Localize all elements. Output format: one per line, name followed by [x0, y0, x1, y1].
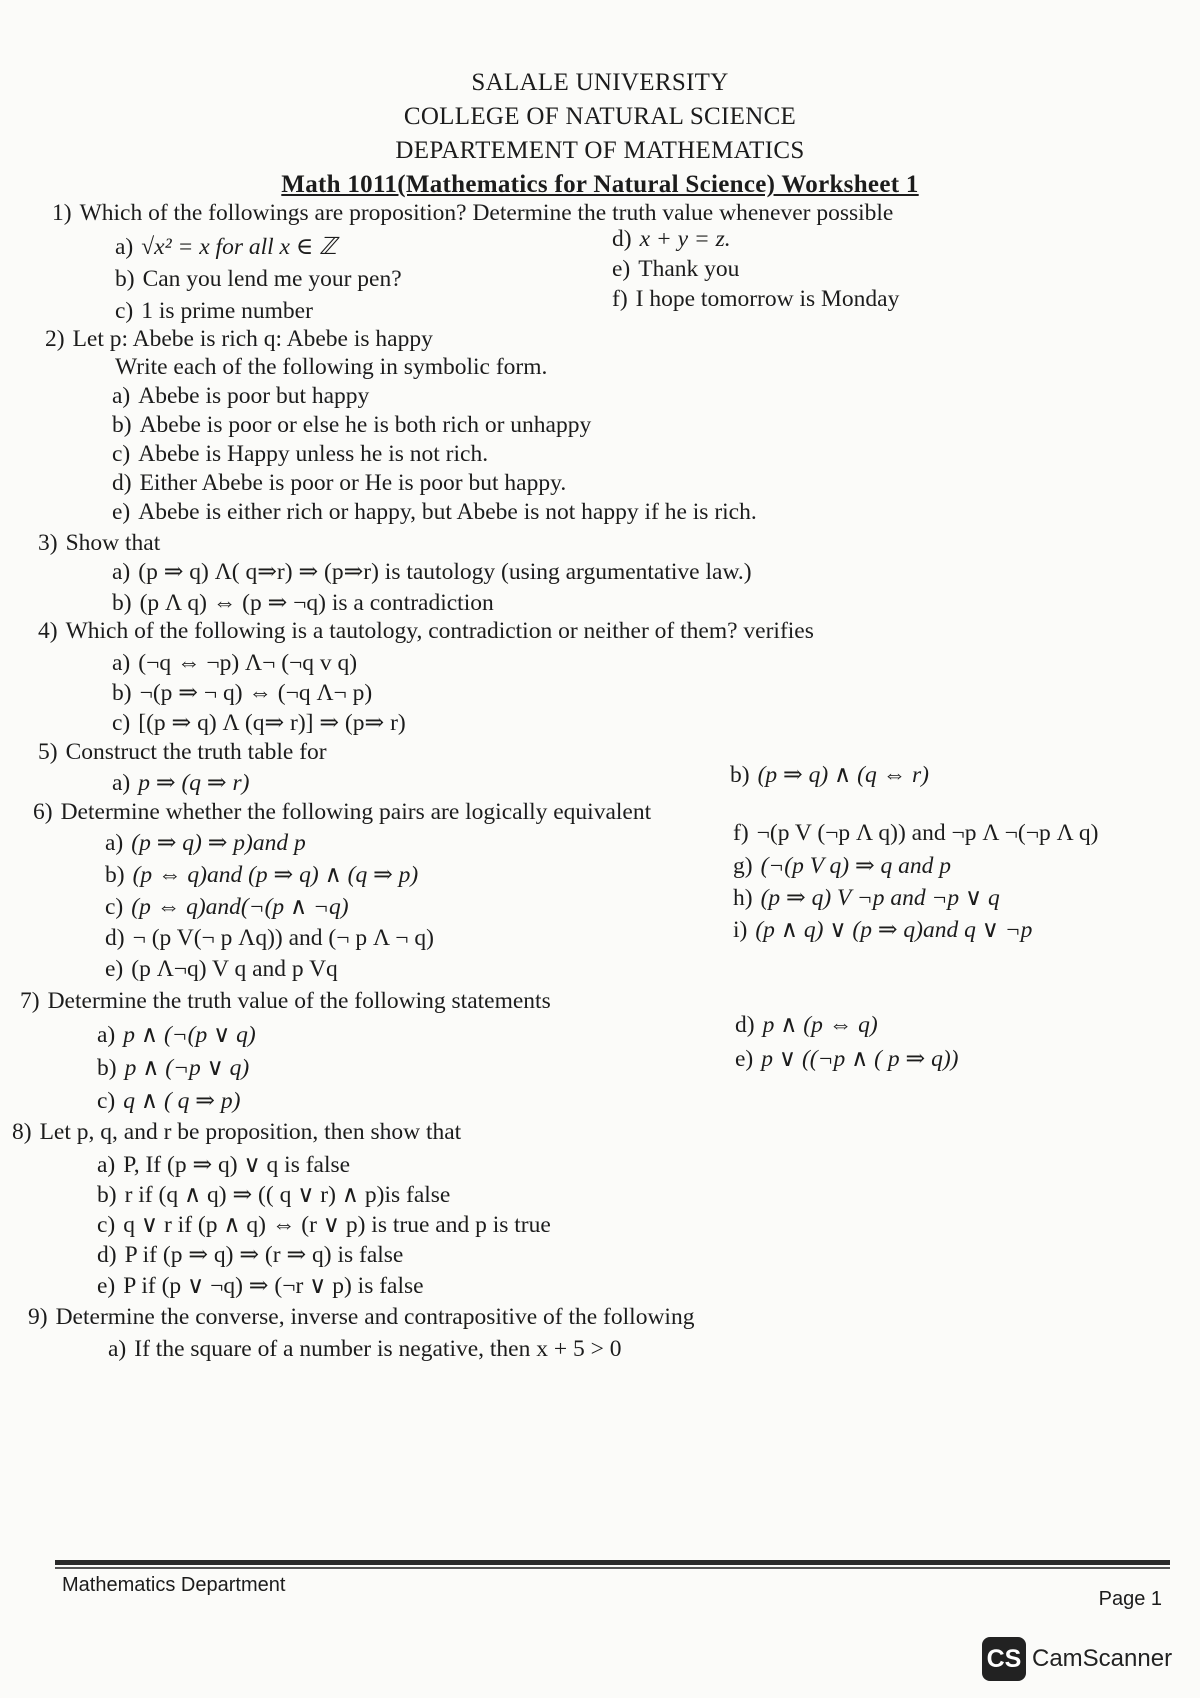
q7-item-c — [97, 1086, 240, 1116]
item-text: r if (q ∧ q) ⇒ (( q ∨ r) ∧ p)is false — [124, 1182, 451, 1208]
item-text: √x² = x for all x ∈ ℤ — [141, 234, 337, 260]
q9-item-a — [108, 1334, 622, 1364]
q6-item-i — [733, 915, 1032, 945]
item-label: c) — [115, 298, 134, 324]
item-text: p ∧ (p ⇔ q) — [762, 1012, 878, 1038]
item-text: (p Λ¬q) V q and p Vq — [131, 956, 338, 982]
item-text: P if (p ⇒ q) ⇒ (r ⇒ q) is false — [124, 1242, 404, 1268]
q1-item-b — [115, 264, 402, 294]
item-label: e) — [612, 256, 631, 282]
question-number: 3) — [38, 530, 58, 556]
item-label: b) — [115, 266, 135, 292]
item-label: d) — [112, 470, 132, 496]
q1-item-e — [612, 254, 739, 284]
question-number: 4) — [38, 618, 58, 644]
item-text: I hope tomorrow is Monday — [635, 286, 900, 312]
q8-item-c — [97, 1210, 551, 1240]
q6-item-h — [733, 883, 1000, 913]
q7-item-b — [97, 1053, 249, 1083]
q2-item-a — [112, 381, 369, 411]
question-number: 8) — [12, 1119, 32, 1145]
item-text: ¬ (p V(¬ p Λq)) and (¬ p Λ ¬ q) — [132, 925, 434, 951]
item-label: c) — [112, 441, 131, 467]
item-label: c) — [112, 710, 131, 736]
q6-item-g — [733, 851, 951, 881]
q6-item-e — [105, 954, 338, 984]
q3-item-a — [112, 557, 752, 587]
q2-subtitle: Write each of the following in symbolic form. — [115, 354, 548, 380]
item-text: (p ⇒ q) Λ( q⇒r) ⇒ (p⇒r) is tautology (using argumentative law.) — [138, 559, 752, 585]
department-name: DEPARTEMENT OF MATHEMATICS — [395, 137, 805, 164]
item-text: Abebe is either rich or happy, but Abebe is not happy if he is rich. — [138, 499, 757, 525]
q1-item-c — [115, 296, 313, 326]
q7-item-a — [97, 1020, 256, 1050]
question-number: 2) — [45, 326, 65, 352]
q6-item-a — [105, 828, 306, 858]
item-text: [(p ⇒ q) Λ (q⇒ r)] ⇒ (p⇒ r) — [138, 710, 406, 736]
item-label: a) — [108, 1336, 127, 1362]
item-label: e) — [735, 1046, 754, 1072]
q6-item-f — [733, 818, 1098, 848]
question-number: 9) — [28, 1304, 48, 1330]
item-label: a) — [115, 234, 134, 260]
q5-item-b — [730, 760, 929, 790]
item-label: b) — [97, 1182, 117, 1208]
item-label: c) — [105, 894, 124, 920]
q7-item-e — [735, 1044, 958, 1074]
q4-item-b — [112, 678, 372, 708]
document-header — [0, 66, 1200, 202]
item-label: a) — [97, 1022, 116, 1048]
camscanner-label: CamScanner — [1032, 1645, 1173, 1672]
item-label: c) — [97, 1212, 116, 1238]
q2-item-d — [112, 468, 566, 498]
item-text: q ∨ r if (p ∧ q) ⇔ (r ∨ p) is true and p is true — [123, 1212, 551, 1238]
item-label: a) — [97, 1152, 116, 1178]
q1-item-a — [115, 232, 337, 262]
item-label: b) — [97, 1055, 117, 1081]
item-label: g) — [733, 853, 753, 879]
q6-item-b — [105, 860, 418, 890]
q8-item-b — [97, 1180, 450, 1210]
q2-item-c — [112, 439, 488, 469]
question-6 — [33, 797, 651, 827]
question-1 — [52, 198, 893, 228]
item-text: (p Λ q) ⇔ (p ⇒ ¬q) is a contradiction — [139, 590, 494, 616]
item-text: P if (p ∨ ¬q) ⇒ (¬r ∨ p) is false — [123, 1273, 424, 1299]
item-label: a) — [112, 650, 131, 676]
question-4 — [38, 616, 814, 646]
footer-department: Mathematics Department — [62, 1574, 286, 1596]
item-label: a) — [105, 830, 124, 856]
question-3 — [38, 528, 160, 558]
q1-item-d — [612, 224, 731, 254]
item-text: Can you lend me your pen? — [142, 266, 402, 292]
item-label: d) — [735, 1012, 755, 1038]
question-2 — [45, 324, 433, 354]
item-label: b) — [112, 590, 132, 616]
q2-item-e — [112, 497, 757, 527]
item-text: Either Abebe is poor or He is poor but happy. — [139, 470, 567, 496]
q7-item-d — [735, 1010, 878, 1040]
question-text: Determine whether the following pairs are logically equivalent — [60, 799, 652, 825]
question-number: 1) — [52, 200, 72, 226]
item-label: a) — [112, 383, 131, 409]
item-label: e) — [97, 1273, 116, 1299]
university-name: SALALE UNIVERSITY — [471, 69, 729, 96]
question-number: 5) — [38, 739, 58, 765]
item-label: d) — [105, 925, 125, 951]
item-text: Abebe is poor or else he is both rich or unhappy — [139, 412, 592, 438]
q4-item-c — [112, 708, 406, 738]
item-label: d) — [612, 226, 632, 252]
item-text: (p ⇔ q)and(¬(p ∧ ¬q) — [131, 894, 349, 920]
question-5 — [38, 737, 327, 767]
question-text: Construct the truth table for — [65, 739, 327, 765]
item-label: b) — [105, 862, 125, 888]
item-text: 1 is prime number — [141, 298, 313, 324]
worksheet-title: Math 1011(Mathematics for Natural Science) Worksheet 1 — [281, 171, 919, 198]
item-text: (p ⇒ q) ∧ (q ⇔ r) — [757, 762, 929, 788]
question-9 — [28, 1302, 694, 1332]
item-label: h) — [733, 885, 753, 911]
question-text: Determine the truth value of the following statements — [47, 988, 551, 1014]
footer-page-number: Page 1 — [1098, 1588, 1162, 1610]
question-text: Let p: Abebe is rich q: Abebe is happy — [72, 326, 433, 352]
item-text: Abebe is poor but happy — [138, 383, 370, 409]
item-label: e) — [112, 499, 131, 525]
question-text: Show that — [65, 530, 161, 556]
q8-item-e — [97, 1271, 424, 1301]
item-text: q ∧ ( q ⇒ p) — [123, 1088, 241, 1114]
footer-divider — [55, 1560, 1170, 1565]
item-text: Thank you — [638, 256, 740, 282]
item-text: p ∧ (¬(p ∨ q) — [123, 1022, 256, 1048]
q2-item-b — [112, 410, 591, 440]
footer-divider-thin — [55, 1567, 1170, 1569]
question-number: 6) — [33, 799, 53, 825]
item-label: d) — [97, 1242, 117, 1268]
item-label: f) — [733, 820, 749, 846]
item-text: (¬q ⇔ ¬p) Λ¬ (¬q v q) — [138, 650, 358, 676]
question-text: Which of the followings are proposition? Determine the truth value whenever possible — [79, 200, 894, 226]
item-text: p ∧ (¬p ∨ q) — [124, 1055, 250, 1081]
item-text: p ∨ ((¬p ∧ ( p ⇒ q)) — [761, 1046, 959, 1072]
item-label: b) — [730, 762, 750, 788]
q3-item-b — [112, 588, 494, 618]
item-text: ¬(p V (¬p Λ q)) and ¬p Λ ¬(¬p Λ q) — [756, 820, 1099, 846]
q8-item-a — [97, 1150, 350, 1180]
question-text: Which of the following is a tautology, contradiction or neither of them? verifies — [65, 618, 814, 644]
q4-item-a — [112, 648, 357, 678]
item-text: P, If (p ⇒ q) ∨ q is false — [123, 1152, 351, 1178]
question-7 — [20, 986, 551, 1016]
item-label: a) — [112, 770, 131, 796]
item-text: (¬(p V q) ⇒ q and p — [760, 853, 952, 879]
item-label: e) — [105, 956, 124, 982]
item-label: i) — [733, 917, 748, 943]
q1-item-f — [612, 284, 899, 314]
item-label: f) — [612, 286, 628, 312]
item-text: Abebe is Happy unless he is not rich. — [138, 441, 489, 467]
question-text: Determine the converse, inverse and contrapositive of the following — [55, 1304, 695, 1330]
item-label: c) — [97, 1088, 116, 1114]
item-text: (p ⇒ q) ⇒ p)and p — [131, 830, 306, 856]
question-text: Let p, q, and r be proposition, then show that — [39, 1119, 462, 1145]
item-text: (p ⇒ q) V ¬p and ¬p ∨ q — [760, 885, 1000, 911]
item-label: b) — [112, 680, 132, 706]
item-text: (p ⇔ q)and (p ⇒ q) ∧ (q ⇒ p) — [132, 862, 419, 888]
college-name: COLLEGE OF NATURAL SCIENCE — [403, 103, 797, 130]
q6-item-d — [105, 923, 434, 953]
q8-item-d — [97, 1240, 403, 1270]
q6-item-c — [105, 892, 349, 922]
item-label: b) — [112, 412, 132, 438]
q5-item-a — [112, 768, 249, 798]
item-text: (p ∧ q) ∨ (p ⇒ q)and q ∨ ¬p — [755, 917, 1033, 943]
item-text: ¬(p ⇒ ¬ q) ⇔ (¬q Λ¬ p) — [139, 680, 373, 706]
item-text: x + y = z. — [639, 226, 731, 252]
question-number: 7) — [20, 988, 40, 1014]
question-8 — [12, 1117, 461, 1147]
item-text: If the square of a number is negative, then x + 5 > 0 — [134, 1336, 622, 1362]
item-text: p ⇒ (q ⇒ r) — [138, 770, 250, 796]
camscanner-watermark — [982, 1637, 1172, 1681]
item-label: a) — [112, 559, 131, 585]
camscanner-logo-icon: CS — [982, 1637, 1026, 1681]
